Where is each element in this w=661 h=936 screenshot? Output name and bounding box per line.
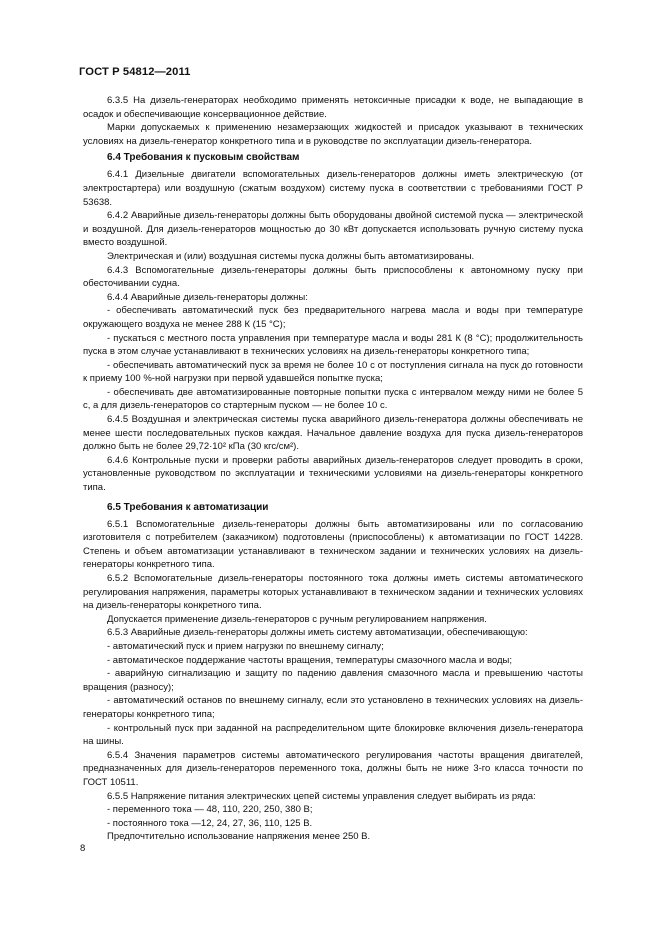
- list-item: - переменного тока — 48, 110, 220, 250, 380 В;: [107, 804, 313, 816]
- paragraph-6-5-2: 6.5.2 Вспомогательные дизель-генераторы постоянного тока должны иметь системы автоматического регулирования напряжения, параметры которых устанавливают в техническом задании и технических условиях на дизель-генераторы конкретного типа.: [83, 573, 583, 612]
- paragraph-6-4-2-note: Электрическая и (или) воздушная системы пуска должны быть автоматизированы.: [107, 250, 475, 262]
- paragraph-6-4-4: 6.4.4 Аварийные дизель-генераторы должны:: [107, 291, 308, 303]
- list-item: - автоматический останов по внешнему сигналу, если это установлено в технических условиях на дизель-генераторы конкретного типа;: [83, 695, 583, 720]
- document-header: ГОСТ Р 54812—2011: [79, 66, 191, 78]
- paragraph-6-4-6: 6.4.6 Контрольные пуски и проверки работы аварийных дизель-генераторов следует проводить в сроки, установленные руководством по эксплуатации и техническими условиями на дизель-генераторы конкретного типа.: [83, 454, 583, 494]
- list-item: - обеспечивать автоматический пуск за время не более 10 с от поступления сигнала на пуск до готовности к приему 100 %-ной нагрузки при первой удавшейся попытке пуска;: [83, 359, 583, 385]
- paragraph-6-5-4: 6.5.4 Значения параметров системы автоматического регулирования частоты вращения двигателей, предназначенных для дизель-генераторов переменного тока, должны быть не ниже 3-го класса точности по ГОСТ 10511.: [83, 749, 583, 788]
- paragraph-6-5-3: 6.5.3 Аварийные дизель-генераторы должны иметь систему автоматизации, обеспечивающую:: [107, 627, 528, 639]
- list-item: - контрольный пуск при заданной на распределительном щите блокировке включения дизель-генератора на шины.: [83, 722, 583, 748]
- paragraph-6-5-5: 6.5.5 Напряжение питания электрических цепей системы управления следует выбирать из ряда:: [107, 790, 536, 802]
- list-item: - обеспечивать автоматический пуск без предварительного нагрева масла и воды при температуре окружающего воздуха не менее 288 К (15 °С);: [83, 305, 583, 330]
- document-body: [83, 94, 583, 844]
- paragraph-6-4-1: 6.4.1 Дизельные двигатели вспомогательных дизель-генераторов должны иметь электрическую (от электростартера) или воздушную (сжатым воздухом) систему пуска в соответствии с требованиями ГОСТ Р 53638.: [83, 169, 583, 208]
- paragraph-6-5-2-note: Допускается применение дизель-генераторов с ручным регулированием напряжения.: [107, 613, 487, 625]
- section-heading-6-4: 6.4 Требования к пусковым свойствам: [107, 152, 300, 164]
- paragraph-6-4-5: 6.4.5 Воздушная и электрическая системы пуска аварийного дизель-генератора должны обеспечивать не менее шести последовательных пусков каждая. Начальное давление воздуха для пуска дизель-генераторов должно быть не более 29,72·10² кПа (30 кгс/см²).: [83, 414, 583, 453]
- list-item: - постоянного тока —12, 24, 27, 36, 110, 125 В.: [107, 817, 313, 829]
- list-item: - пускаться с местного поста управления при температуре масла и воды 281 К (8 °С); продолжительность пуска в этом случае устанавливают в технических условиях на дизель-генераторы конкретного типа;: [83, 332, 583, 358]
- paragraph-6-3-5-note: Марки допускаемых к применению незамерзающих жидкостей и присадок указывают в технических условиях на дизель-генератор конкретного типа и в руководстве по эксплуатации дизель-генератора.: [83, 122, 583, 147]
- paragraph-6-5-1: 6.5.1 Вспомогательные дизель-генераторы должны быть автоматизированы или по согласованию изготовителя с потребителем (заказчиком) подготовлены (приспособлены) к автоматизации по ГОСТ 14228. Степень и объем автоматизации устанавливают в техническом задании и технических условиях на дизель-генераторы конкретного типа.: [83, 518, 583, 571]
- list-item: - обеспечивать две автоматизированные повторные попытки пуска с интервалом между ними не более 5 с, а для дизель-генераторов со стартерным пуском — не более 10 с.: [83, 386, 583, 412]
- paragraph-6-5-5-note: Предпочтительно использование напряжения менее 250 В.: [107, 831, 371, 843]
- paragraph-6-4-3: 6.4.3 Вспомогательные дизель-генераторы должны быть приспособлены к автономному пуску при обесточивании судна.: [83, 264, 583, 290]
- list-item: - аварийную сигнализацию и защиту по падению давления смазочного масла и превышению частоты вращения (разносу);: [83, 668, 583, 693]
- paragraph-6-3-5: 6.3.5 На дизель-генераторах необходимо применять нетоксичные присадки к воде, не выпадающие в осадок и обеспечивающие консервационное действие.: [83, 95, 583, 120]
- section-heading-6-5: 6.5 Требования к автоматизации: [107, 501, 269, 513]
- page-number: 8: [80, 843, 86, 854]
- list-item: - автоматический пуск и прием нагрузки по внешнему сигналу;: [107, 640, 384, 652]
- paragraph-6-4-2: 6.4.2 Аварийные дизель-генераторы должны быть оборудованы двойной системой пуска — электрической и воздушной. Для дизель-генераторов мощностью до 30 кВт допускается использовать ручную систему пуска вместо воздушной.: [83, 210, 583, 249]
- list-item: - автоматическое поддержание частоты вращения, температуры смазочного масла и воды;: [107, 654, 512, 666]
